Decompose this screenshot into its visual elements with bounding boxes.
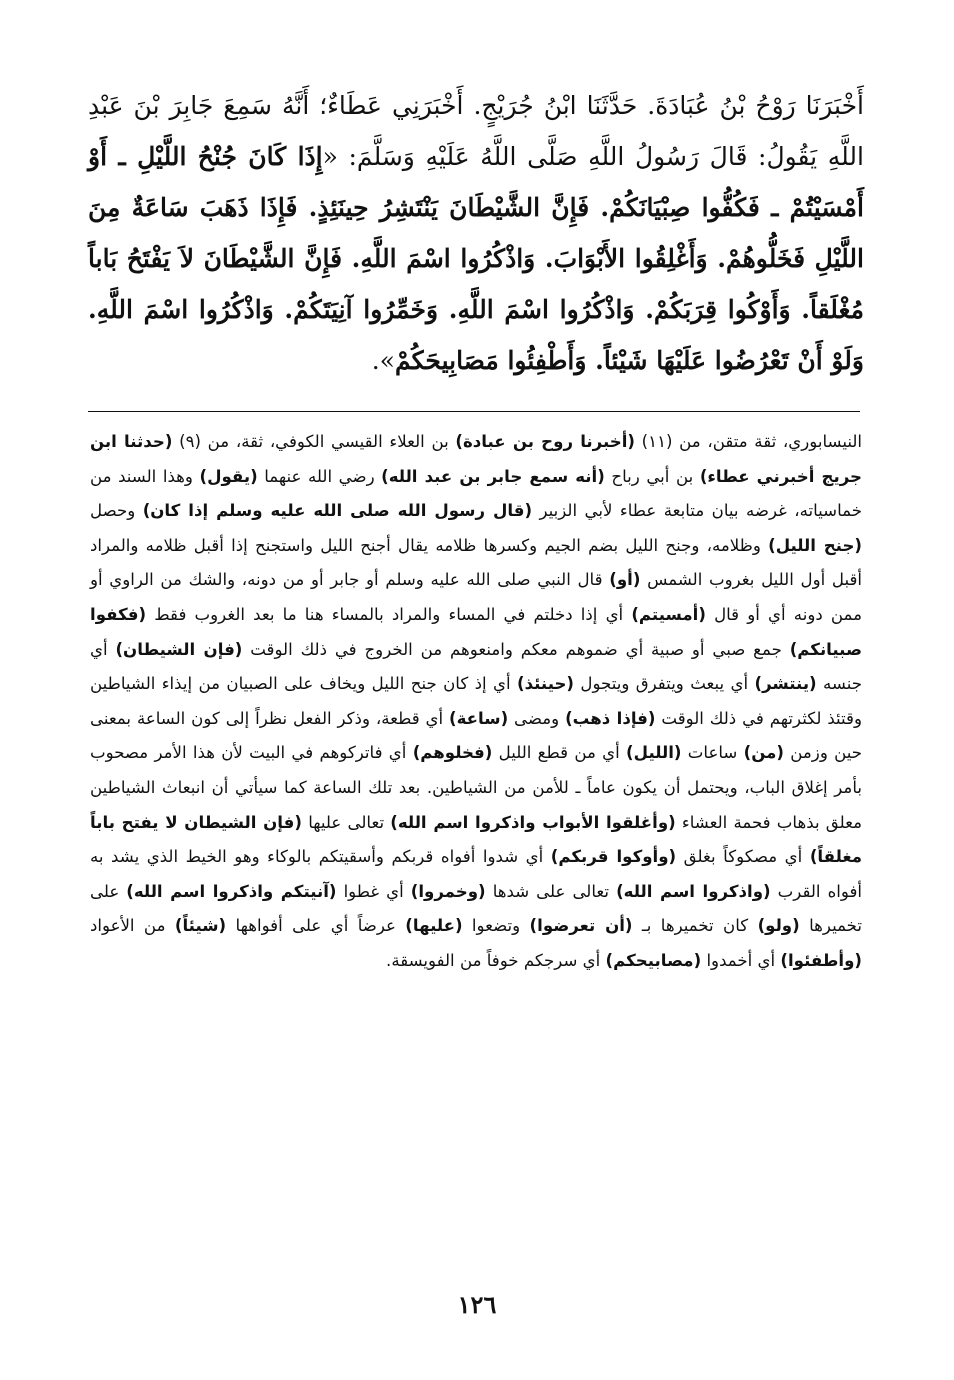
commentary-segment: من الأعواد [90, 916, 175, 936]
commentary-quoted-segment: (فكفوا صبيانكم) [90, 604, 862, 659]
commentary-quoted-segment: (وأوكوا قربكم) [550, 847, 677, 867]
footnote-divider [88, 411, 860, 412]
commentary-quoted-segment: (الليل) [626, 743, 682, 763]
commentary-quoted-segment: (حدثنا ابن جريج أخبرني عطاء) [90, 432, 862, 486]
commentary-segment: ومضى [508, 708, 566, 728]
commentary-quoted-segment: (وخمروا) [410, 881, 486, 901]
commentary-quoted-segment: (أخبرنا روح بن عبادة) [455, 432, 635, 451]
commentary-segment: وظلامه، وجنح الليل بضم الجيم وكسرها ظلامه يقال أجنح الليل واستجنح إذا أقبل ظلامه والمراد أقبل أول الليل بغروب الشمس [90, 535, 862, 590]
commentary-quoted-segment: (جنح الليل) [768, 535, 862, 555]
commentary-segment: أي أخمدوا [701, 950, 781, 970]
commentary-segment: جمع صبي أو صبية أي ضموهم معكم وامنعوهم من الخروج في ذلك الوقت [242, 639, 790, 659]
hadith-text [88, 80, 864, 386]
commentary-segment: أي غطوا [336, 881, 411, 901]
commentary-quoted-segment: (أو) [609, 570, 641, 590]
commentary-quoted-segment: (عليها) [405, 916, 463, 936]
commentary-quoted-segment: (شيئاً) [174, 916, 227, 936]
commentary-segment: أي يبعث ويتفرق ويتجول [574, 674, 755, 694]
page-number: ١٢٦ [457, 1290, 497, 1319]
commentary-segment: وتضعوا [462, 916, 530, 936]
commentary-segment: بن العلاء القيسي الكوفي، ثقة، من (٩) [172, 432, 456, 451]
commentary-quoted-segment: (مصابيحكم) [605, 950, 702, 970]
commentary-segment: أي جنسه [90, 639, 862, 694]
commentary-text [90, 425, 862, 979]
commentary-segment: كان تخميرها بـ [632, 916, 758, 936]
commentary-quoted-segment: (أنه سمع جابر بن عبد الله) [381, 466, 605, 486]
commentary-segment: وهذا السند من خماسياته، غرضه بيان متابعة عطاء لأبي الزبير [90, 466, 862, 521]
commentary-segment: أي مصكوكاً بغلق [676, 847, 810, 867]
commentary-segment: رضي الله عنهما [257, 466, 382, 486]
hadith-close: ». [371, 346, 395, 375]
commentary-segment: أي إذ كان جنح الليل ويخاف على الصبيان من إيذاء الشياطين وقتئذ لكثرتهم في ذلك الوقت [90, 674, 862, 728]
commentary-quoted-segment: (وأطفئوا) [780, 950, 862, 970]
commentary-quoted-segment: (واذكروا اسم الله) [616, 881, 771, 901]
commentary-quoted-segment: (أن تعرضوا) [529, 916, 633, 936]
commentary-segment: أي إذا دخلتم في المساء والمراد بالمساء هنا ما بعد الغروب فقط [146, 604, 632, 624]
commentary-segment: أي فاتركوهم في البيت لأن هذا الأمر مصحوب بأمر إغلاق الباب، ويحتمل أن يكون عاماً ـ للأمن من الشياطين. بعد تلك الساعة كما سيأتي أن انبعاث الشياطين معلق بذهاب فحمة العشاء [90, 743, 862, 832]
commentary-segment: أي شدوا أفواه قربكم وأسقيتكم بالوكاء وهو الخيط الذي يشد به أفواه القرب [90, 847, 862, 901]
commentary-segment: ساعات [681, 743, 744, 763]
commentary-segment: وحصل [90, 501, 143, 521]
commentary-segment: تعالى عليها [302, 812, 391, 832]
commentary-segment: قال النبي صلى الله عليه وسلم أو جابر أو من دونه، والشك من الراوي أو ممن دونه أي أو قال [90, 570, 862, 624]
commentary-quoted-segment: (ولو) [757, 916, 800, 936]
commentary-quoted-segment: (من) [743, 743, 784, 763]
commentary-quoted-segment: (يقول) [199, 466, 258, 486]
commentary-quoted-segment: (فإن الشيطان لا يفتح باباً مغلقاً) [90, 812, 862, 867]
commentary-segment: النيسابوري، ثقة متقن، من (١١) [634, 432, 862, 451]
commentary-quoted-segment: (ساعة) [449, 708, 509, 728]
commentary-quoted-segment: (أمسيتم) [631, 604, 706, 624]
hadith-chain: أَخْبَرَنَا رَوْحُ بْنُ عُبَادَةَ. حَدَّثَنَا ابْنُ جُرَيْجٍ. أَخْبَرَنِي عَطَاءٌ؛ أَنَّهُ سَمِعَ جَابِرَ بْنَ عَبْدِ اللَّهِ يَقُولُ: قَالَ رَسُولُ اللَّهِ صَلَّى اللَّهُ عَلَيْهِ وَسَلَّمَ: « [88, 91, 864, 171]
commentary-quoted-segment: (وأغلقوا الأبواب واذكروا اسم الله) [390, 812, 676, 832]
commentary-quoted-segment: (فإذا ذهب) [565, 708, 656, 728]
commentary-quoted-segment: (ينتشر) [754, 674, 817, 694]
commentary-segment: أي من قطع الليل [492, 743, 627, 763]
commentary-segment: أي قطعة، وذكر الفعل نظراً إلى كون الساعة بمعنى حين وزمن [90, 708, 863, 763]
main-text-block [88, 80, 864, 386]
commentary-quoted-segment: (حينئذ) [516, 674, 575, 694]
commentary-segment: تعالى على شدها [485, 881, 617, 901]
commentary-segment: عرضاً أي على أفواهها [226, 916, 406, 936]
commentary-quoted-segment: (فخلوهم) [412, 743, 493, 763]
commentary-segment: بن أبي رباح [604, 466, 700, 486]
commentary-segment: أي سرجكم خوفاً من الفويسقة. [386, 950, 606, 970]
commentary-segment: على تخميرها [90, 881, 863, 936]
commentary-quoted-segment: (قال رسول الله صلى الله عليه وسلم إذا كان) [142, 501, 533, 521]
commentary-quoted-segment: (آنيتكم واذكروا اسم الله) [126, 881, 337, 901]
hadith-prophetic-saying: إِذَا كَانَ جُنْحُ اللَّيْلِ ـ أَوْ أَمْسَيْتُمْ ـ فَكُفُّوا صِبْيَانَكُمْ. فَإِنَّ الشَّيْطَانَ يَنْتَشِرُ حِينَئِذٍ. فَإِذَا ذَهَبَ سَاعَةٌ مِنَ اللَّيْلِ فَخَلُّوهُمْ. وَأَغْلِقُوا الأَبْوَابَ. وَاذْكُرُوا اسْمَ اللَّهِ. فَإِنَّ الشَّيْطَانَ لاَ يَفْتَحُ بَاباً مُغْلَقاً. وَأَوْكُوا قِرَبَكُمْ. وَاذْكُرُوا اسْمَ اللَّهِ. وَخَمِّرُوا آنِيَتَكُمْ. وَاذْكُرُوا اسْمَ اللَّهِ. وَلَوْ أَنْ تَعْرُضُوا عَلَيْهَا شَيْئاً. وَأَطْفِئُوا مَصَابِيحَكُمْ [88, 142, 864, 375]
commentary-quoted-segment: (فإن الشيطان) [115, 639, 243, 659]
